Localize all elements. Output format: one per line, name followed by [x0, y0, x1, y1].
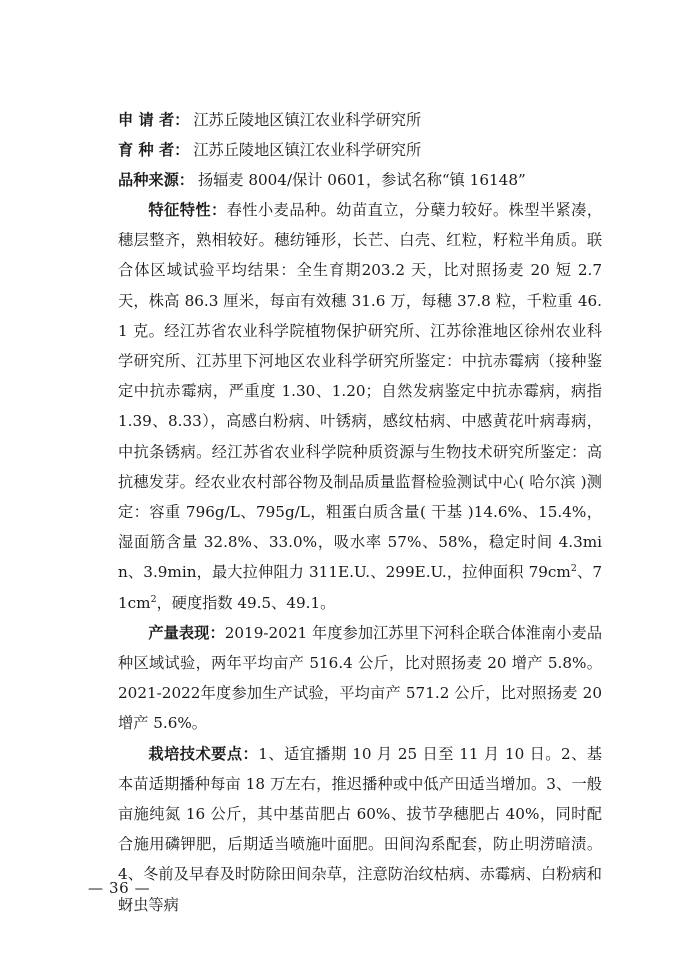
paragraph-characteristics-sup-2: 2	[150, 593, 157, 605]
paragraph-yield	[118, 618, 602, 739]
field-variety-source-label: 品种来源：	[118, 171, 194, 189]
paragraph-cultivation-text: 1、适宜播期 10 月 25 日至 11 月 10 日。2、基本苗适期播种每亩 18 万左右，推迟播种或中低产田适当增加。3、一般亩施纯氮 16 公斤，其中基苗肥占 60%、拔节孕穗肥占 40%，同时配合施用磷钾肥，后期适当喷施叶面肥。田间沟系配套，防止明涝暗渍。4、冬前及早春及时防除田间杂草，注意防治纹枯病、赤霉病、白粉病和蚜虫等病	[118, 744, 603, 914]
paragraph-characteristics-text-3: ，硬度指数 49.5、49.1。	[156, 593, 336, 612]
paragraph-characteristics-sup-1: 2	[570, 563, 577, 575]
paragraph-yield-text: 2019-2021 年度参加江苏里下河科企联合体淮南小麦品种区域试验，两年平均亩产 516.4 公斤，比对照扬麦 20 增产 5.8%。2021-2022年度参加生产试验，平均亩产 571.2 公斤，比对照扬麦 20 增产 5.6%。	[118, 623, 603, 733]
paragraph-characteristics	[118, 195, 602, 618]
field-breeder-value: 江苏丘陵地区镇江农业科学研究所	[193, 141, 422, 159]
field-variety-source	[118, 165, 602, 195]
paragraph-characteristics-text-1: 春性小麦品种。幼苗直立，分蘖力较好。株型半紧凑，穗层整齐，熟相较好。穗纺锤形，长芒、白壳、红粒，籽粒半角质。联合体区域试验平均结果：全生育期203.2 天，比对照扬麦 20 短 2.7 天，株高 86.3 厘米，每亩有效穗 31.6 万，每穗 37.8 粒，千粒重 46.1 克。经江苏省农业科学院植物保护研究所、江苏徐淮地区徐州农业科学研究所、江苏里下河地区农业科学研究所鉴定：中抗赤霉病（接种鉴定中抗赤霉病，严重度 1.30、1.20；自然发病鉴定中抗赤霉病，病指 1.39、8.33），高感白粉病、叶锈病，感纹枯病、中感黄花叶病毒病，中抗条锈病。经江苏省农业科学院种质资源与生物技术研究所鉴定：高抗穗发芽。经农业农村部谷物及制品质量监督检验测试中心( 哈尔滨 )测定：容重 796g/L、795g/L，粗蛋白质含量( 干基 )14.6%、15.4%，湿面筋含量 32.8%、33.0%，吸水率 57%、58%，稳定时间 4.3min、3.9min，最大拉伸阻力 311E.U.、299E.U.，拉伸面积 79cm	[118, 201, 603, 582]
page-number: — 36 —	[88, 879, 151, 897]
paragraph-yield-lead: 产量表现：	[148, 623, 225, 642]
field-breeder-label: 育 种 者：	[118, 141, 190, 159]
field-applicant-label: 申 请 者：	[118, 111, 190, 129]
paragraph-cultivation-lead: 栽培技术要点：	[148, 744, 259, 763]
field-applicant-value: 江苏丘陵地区镇江农业科学研究所	[193, 111, 422, 129]
field-variety-source-value: 扬辐麦 8004/保计 0601，参试名称“镇 16148”	[197, 171, 526, 189]
paragraph-characteristics-lead: 特征特性：	[148, 201, 227, 219]
field-applicant	[118, 105, 602, 135]
paragraph-cultivation	[118, 739, 602, 920]
field-breeder	[118, 135, 602, 165]
paragraph-characteristics-text-2: 、71cm	[118, 563, 602, 612]
